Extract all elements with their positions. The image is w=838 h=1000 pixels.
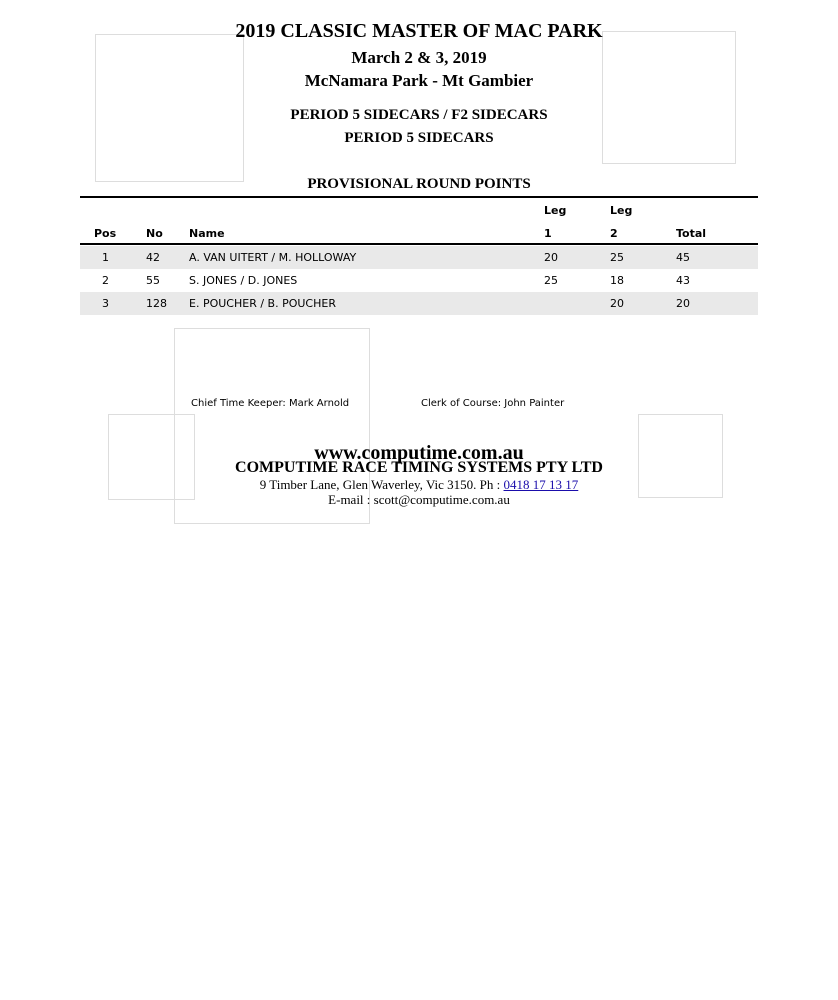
row-name: E. POUCHER / B. POUCHER [189,297,336,310]
table-top-rule [80,196,758,198]
event-venue: McNamara Park - Mt Gambier [304,71,534,90]
col-total: Total [676,227,707,240]
col-name: Name [189,227,225,240]
row-leg1: 25 [544,274,558,287]
col-leg1-bottom: 1 [544,227,552,240]
row-total: 43 [676,274,690,287]
footer-company: COMPUTIME RACE TIMING SYSTEMS PTY LTD [235,459,603,476]
footer-address-text: 9 Timber Lane, Glen Waverley, Vic 3150. Ph : [259,477,501,492]
table-row [80,269,758,292]
row-pos: 3 [102,297,109,310]
row-total: 45 [676,251,690,264]
row-name: A. VAN UITERT / M. HOLLOWAY [189,251,357,264]
class-line-2: PERIOD 5 SIDECARS [344,130,494,146]
results-title: PROVISIONAL ROUND POINTS [307,176,531,192]
col-leg2-top: Leg [610,204,633,217]
row-no: 42 [146,251,160,264]
chief-time-keeper: Chief Time Keeper: Mark Arnold [191,398,350,409]
table-row [80,246,758,269]
row-name: S. JONES / D. JONES [189,274,298,287]
row-leg2: 20 [610,297,624,310]
row-no: 128 [146,297,167,310]
row-leg2: 25 [610,251,624,264]
table-header-rule [80,243,758,245]
footer-phone-link[interactable]: 0418 17 13 17 [503,477,579,492]
row-total: 20 [676,297,690,310]
col-pos: Pos [94,227,117,240]
col-leg2-bottom: 2 [610,227,618,240]
col-leg1-top: Leg [544,204,567,217]
col-no: No [146,227,163,240]
row-leg2: 18 [610,274,624,287]
row-leg1: 20 [544,251,558,264]
event-dates: March 2 & 3, 2019 [351,48,487,67]
table-row [80,292,758,315]
event-title: 2019 CLASSIC MASTER OF MAC PARK [235,20,603,42]
row-pos: 1 [102,251,109,264]
row-pos: 2 [102,274,109,287]
class-line-1: PERIOD 5 SIDECARS / F2 SIDECARS [290,107,548,123]
row-no: 55 [146,274,160,287]
footer-address [0,477,838,493]
clerk-of-course: Clerk of Course: John Painter [421,398,565,409]
footer-website: www.computime.com.au [314,442,524,464]
footer-email: E-mail : scott@computime.com.au [328,492,510,507]
